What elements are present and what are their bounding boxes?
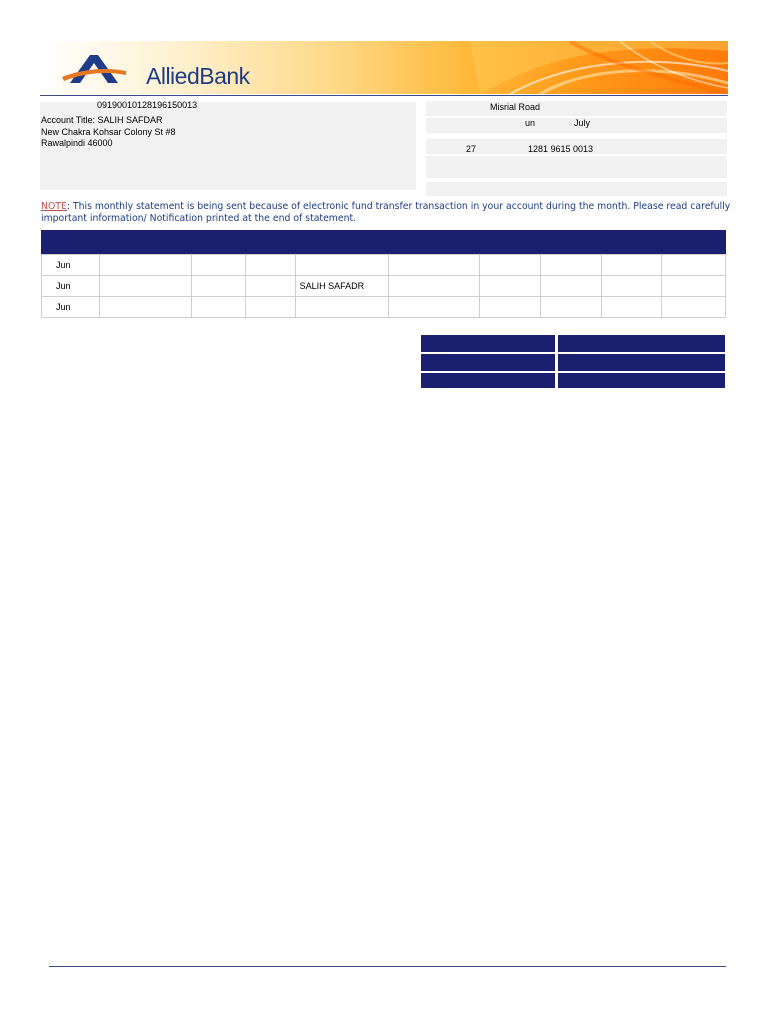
address-line-2: Rawalpindi 46000: [41, 138, 113, 148]
period-to: July: [574, 118, 591, 128]
note-text: : This monthly statement is being sent because of electronic fund transfer transaction in your account during the month. Please read carefully important information/ Notification printed at the end of statement.: [41, 201, 731, 224]
branch-row-1: [426, 101, 727, 116]
transactions-header-bar: [41, 230, 726, 254]
account-title: Account Title: SALIH SAFDAR: [41, 115, 163, 125]
statement-note: [41, 201, 731, 225]
address-line-1: New Chakra Kohsar Colony St #8: [41, 127, 176, 137]
branch-name: Misrial Road: [490, 102, 541, 112]
summary-label-cell: [421, 373, 555, 388]
summary-value-cell: [558, 354, 725, 371]
description-cell: [295, 297, 388, 318]
summary-label-cell: [421, 335, 555, 352]
branch-row-5: [426, 182, 727, 196]
branch-reference: 1281 9615 0013: [528, 144, 594, 154]
footer-divider: [49, 966, 726, 967]
table-row: [42, 255, 726, 276]
summary-value-cell: [558, 373, 725, 388]
account-number: 09190010128196150013: [97, 100, 198, 110]
table-row: [42, 297, 726, 318]
note-label: NOTE: [41, 201, 67, 212]
description-cell: [295, 255, 388, 276]
date-cell: Jun: [42, 276, 100, 297]
branch-code: 27: [466, 144, 477, 154]
date-cell: Jun: [42, 255, 100, 276]
header-banner: [40, 41, 728, 94]
branch-row-4: [426, 156, 727, 178]
allied-bank-a-logo-icon: [62, 51, 126, 85]
date-cell: Jun: [42, 297, 100, 318]
table-row: [42, 276, 726, 297]
header-divider: [40, 95, 728, 96]
period-from: un: [525, 118, 536, 128]
transactions-table: [41, 254, 726, 318]
summary-value-cell: [558, 335, 725, 352]
bank-name: AlliedBank: [146, 63, 250, 89]
bank-logo: [62, 49, 262, 87]
summary-label-cell: [421, 354, 555, 371]
description-cell: SALIH SAFADR: [295, 276, 388, 297]
